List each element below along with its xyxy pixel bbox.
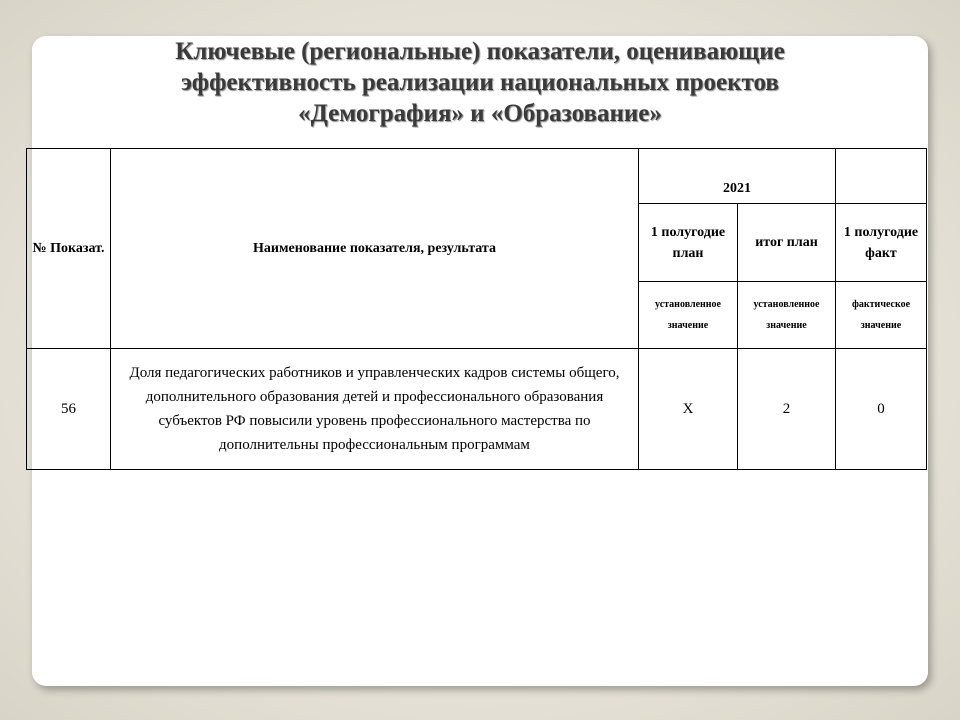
slide-title — [0, 36, 960, 129]
header-year: 2021 — [639, 149, 836, 204]
cell-total-plan: 2 — [738, 349, 836, 470]
header-set-value-1: установленное значение — [639, 282, 738, 349]
cell-half-plan: Х — [639, 349, 738, 470]
cell-name: Доля педагогических работников и управленческих кадров системы общего, дополнительного образования детей и профессионального образования субъектов РФ повысили уровень профессионального мастерства по дополнительны профессиональным программам — [111, 349, 639, 470]
header-name: Наименование показателя, результата — [111, 149, 639, 349]
header-number: № Показат. — [27, 149, 111, 349]
title-line-3: «Демография» и «Образование» — [298, 100, 662, 127]
indicators-table — [26, 148, 927, 470]
header-total-plan: итог план — [738, 204, 836, 282]
header-half-fact: 1 полугодие факт — [836, 204, 927, 282]
header-set-value-2: установленное значение — [738, 282, 836, 349]
cell-number: 56 — [27, 349, 111, 470]
table-row — [27, 349, 927, 470]
title-line-2: эффективность реализации национальных проектов — [181, 69, 779, 96]
header-half-plan: 1 полугодие план — [639, 204, 738, 282]
cell-half-fact: 0 — [836, 349, 927, 470]
header-year-empty — [836, 149, 927, 204]
header-actual-value: фактическое значение — [836, 282, 927, 349]
title-line-1: Ключевые (региональные) показатели, оценивающие — [175, 38, 785, 65]
